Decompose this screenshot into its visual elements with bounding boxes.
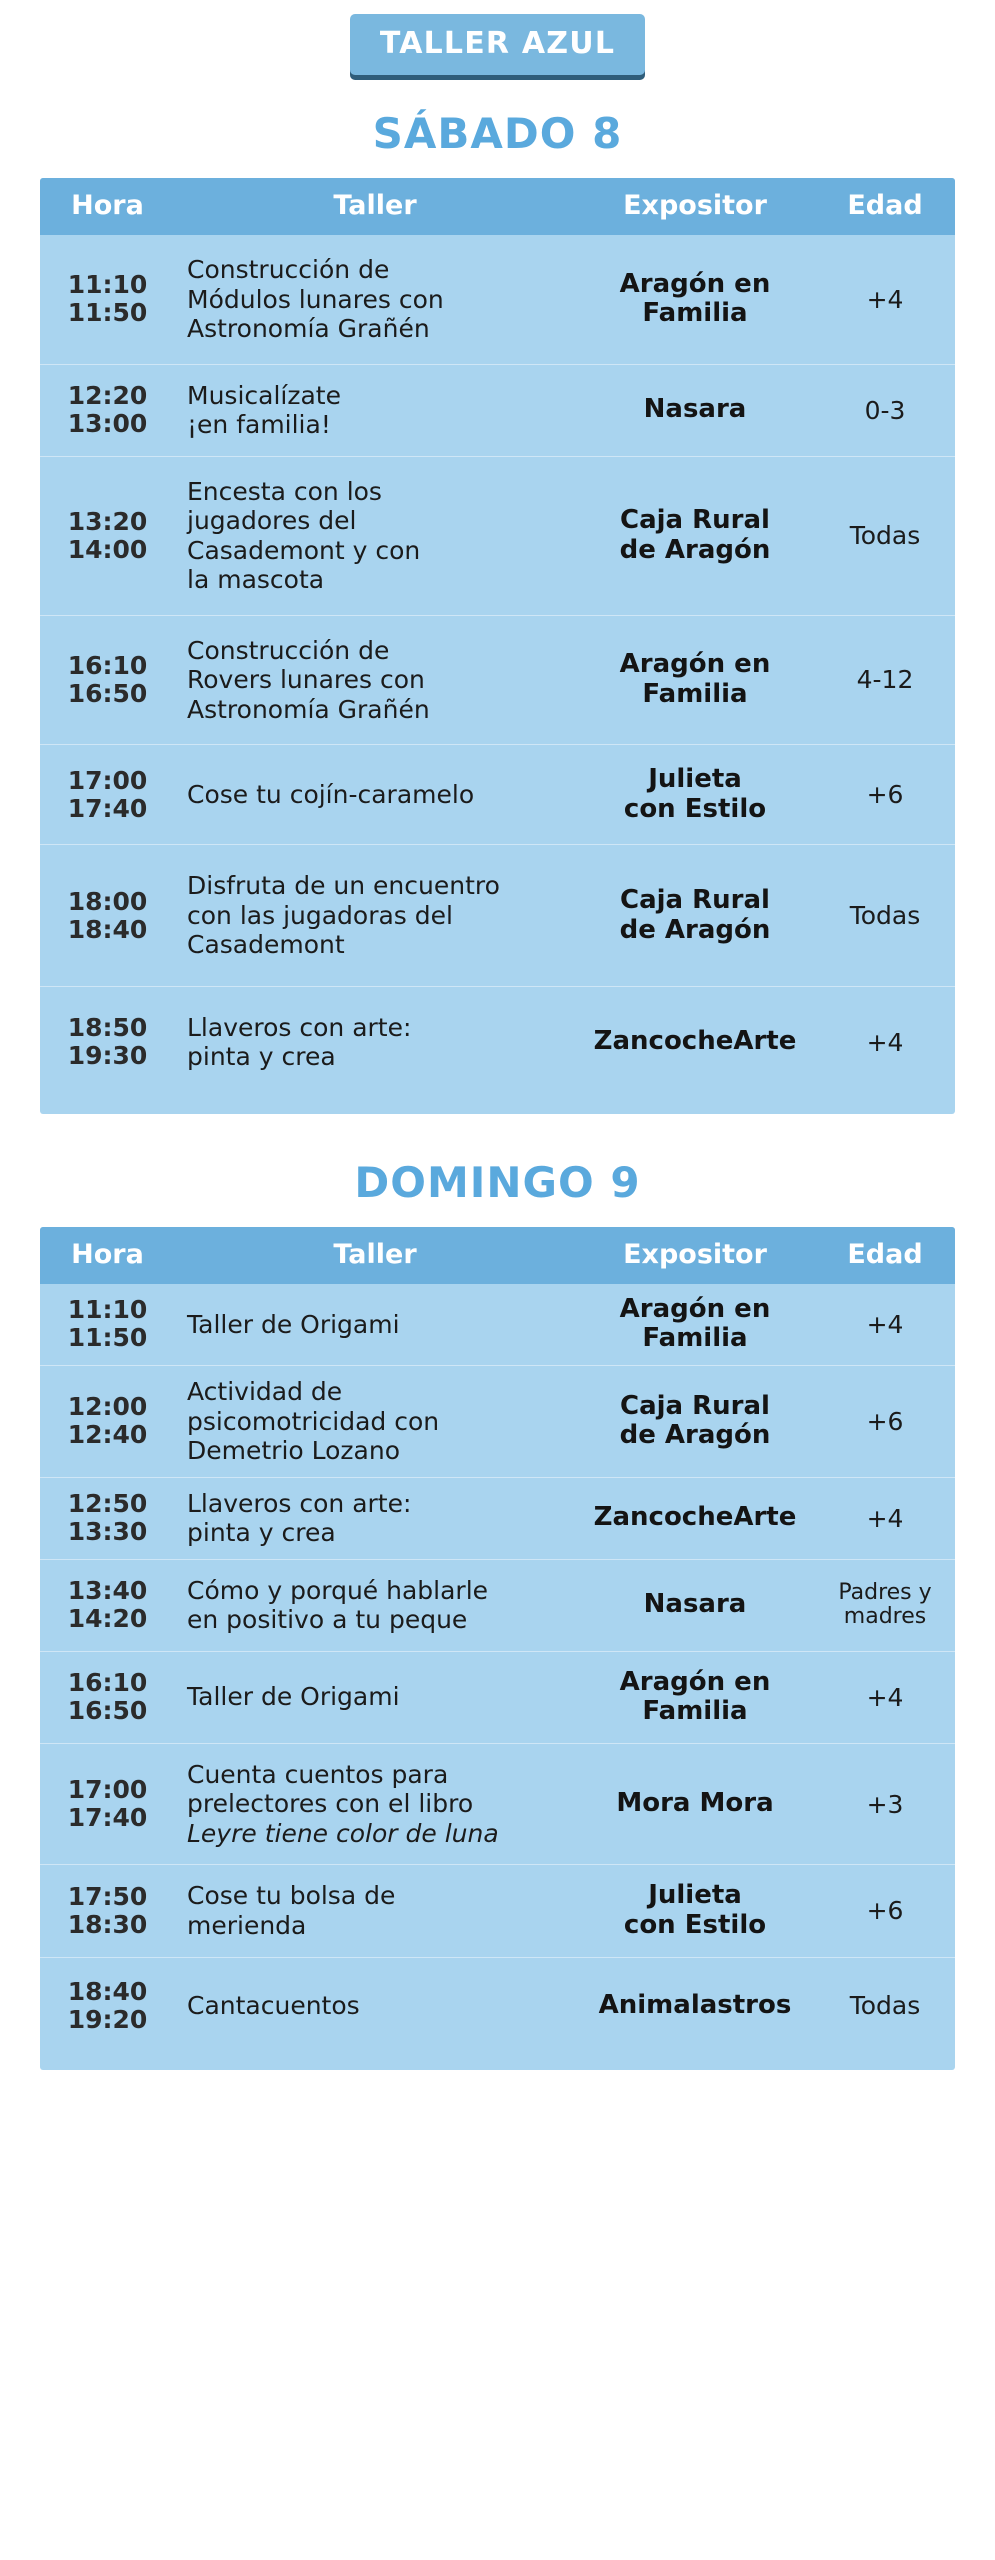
cell-taller [175, 1743, 575, 1865]
cell-hora [40, 745, 175, 845]
expositor-line: Familia [642, 1696, 748, 1727]
cell-expositor [575, 845, 815, 987]
cell-edad: +4 [866, 1309, 904, 1339]
table-row [40, 845, 955, 987]
cell-expositor [575, 235, 815, 364]
time-start: 17:00 [67, 765, 148, 795]
taller-line: Cómo y porqué hablarle [187, 1575, 489, 1605]
expositor-line: Familia [642, 1323, 748, 1354]
taller-line: Cose tu cojín-caramelo [187, 779, 475, 809]
taller-line: prelectores con el libro [187, 1789, 474, 1819]
column-header-expositor: Expositor [575, 178, 815, 235]
cell-expositor [575, 745, 815, 845]
cell-hora [40, 456, 175, 615]
time-end: 14:20 [67, 1604, 148, 1633]
time-end: 18:40 [67, 914, 148, 944]
table-row [40, 615, 955, 745]
taller-line: jugadores del [187, 506, 357, 535]
taller-line: Astronomía Grañén [187, 314, 430, 343]
taller-line: Encesta con los [187, 476, 382, 506]
time-start: 11:10 [67, 1295, 148, 1325]
taller-line: merienda [187, 1910, 307, 1940]
expositor-line: Julieta [648, 1880, 742, 1911]
cell-edad: 4-12 [856, 665, 914, 695]
taller-line: Musicalízate [187, 380, 341, 410]
taller-line: Casademont y con [187, 535, 421, 565]
cell-hora [40, 845, 175, 987]
time-end: 18:30 [67, 1909, 148, 1939]
table-row [40, 745, 955, 845]
taller-line: Módulos lunares con [187, 284, 444, 314]
time-start: 16:10 [67, 650, 148, 680]
taller-line: Cose tu bolsa de [187, 1881, 396, 1911]
cell-edad: +4 [866, 284, 904, 314]
time-start: 16:10 [67, 1668, 148, 1698]
time-end: 14:00 [67, 534, 148, 564]
cell-edad: +4 [866, 1027, 904, 1057]
cell-taller [175, 1865, 575, 1957]
expositor-line: Julieta [648, 764, 742, 794]
expositor-line: Caja Rural [620, 1390, 770, 1421]
time-start: 17:00 [67, 1775, 148, 1804]
cell-hora [40, 1284, 175, 1366]
cell-expositor [575, 986, 815, 1098]
cell-taller [175, 1559, 575, 1651]
taller-line: Taller de Origami [187, 1309, 400, 1339]
cell-edad: Todas [849, 521, 921, 550]
taller-line: con las jugadoras del [187, 900, 453, 930]
header-badge-wrapper [0, 0, 995, 75]
table-row [40, 1477, 955, 1559]
cell-edad: Todas [849, 1991, 921, 2020]
expositor-line: con Estilo [623, 1909, 767, 1940]
column-header-edad: Edad [815, 178, 955, 235]
expositor-line: Aragón en [619, 1666, 771, 1697]
cell-hora [40, 1477, 175, 1559]
cell-edad: +3 [866, 1789, 904, 1819]
cell-taller [175, 845, 575, 987]
time-end: 11:50 [67, 1323, 148, 1353]
time-end: 16:50 [67, 1696, 148, 1726]
expositor-line: Nasara [643, 394, 747, 425]
time-end: 16:50 [67, 678, 148, 708]
taller-line: la mascota [187, 565, 325, 594]
cell-edad: +6 [866, 780, 904, 810]
table-header-row [40, 1227, 955, 1284]
table-bottom-spacer [40, 1098, 955, 1114]
expositor-line: con Estilo [623, 793, 767, 824]
cell-edad: +6 [866, 1896, 904, 1926]
expositor-line: Mora Mora [616, 1788, 774, 1819]
time-start: 13:40 [67, 1576, 148, 1605]
cell-hora [40, 1559, 175, 1651]
cell-taller [175, 456, 575, 615]
taller-line: Llaveros con arte: [187, 1488, 412, 1518]
time-end: 12:40 [67, 1420, 148, 1450]
cell-taller [175, 986, 575, 1098]
time-end: 17:40 [67, 793, 148, 823]
time-start: 11:10 [67, 270, 148, 300]
cell-taller [175, 364, 575, 456]
expositor-line: Nasara [643, 1589, 747, 1620]
taller-line: Construcción de [187, 635, 390, 665]
expositor-line: Aragón en [619, 1293, 771, 1324]
cell-taller [175, 615, 575, 745]
cell-taller [175, 1957, 575, 2054]
cell-expositor [575, 1366, 815, 1478]
table-row [40, 1366, 955, 1478]
time-start: 13:20 [67, 506, 148, 536]
time-end: 11:50 [67, 298, 148, 328]
time-start: 12:20 [67, 381, 148, 410]
taller-line: Astronomía Grañén [187, 694, 430, 724]
cell-taller [175, 235, 575, 364]
cell-edad: +4 [866, 1503, 904, 1533]
taller-line: Casademont [187, 930, 345, 960]
table-header-row [40, 178, 955, 235]
expositor-line: Caja Rural [620, 884, 770, 915]
cell-taller [175, 1284, 575, 1366]
taller-line: pinta y crea [187, 1518, 336, 1547]
table-row [40, 456, 955, 615]
taller-line: Actividad de [187, 1377, 343, 1406]
cell-hora [40, 986, 175, 1098]
expositor-line: Familia [642, 298, 748, 329]
cell-taller [175, 1366, 575, 1478]
cell-taller [175, 1477, 575, 1559]
day-title-sunday: DOMINGO 9 [354, 1157, 641, 1207]
cell-hora [40, 1743, 175, 1865]
taller-line: Demetrio Lozano [187, 1436, 401, 1465]
cell-taller [175, 745, 575, 845]
cell-hora [40, 235, 175, 364]
cell-hora [40, 1865, 175, 1957]
cell-expositor [575, 364, 815, 456]
column-header-taller: Taller [175, 1227, 575, 1284]
taller-line-italic: Leyre tiene color de luna [187, 1818, 499, 1848]
cell-hora [40, 1366, 175, 1478]
cell-expositor [575, 1559, 815, 1651]
cell-expositor [575, 1477, 815, 1559]
taller-line: Llaveros con arte: [187, 1012, 412, 1042]
taller-line: Cuenta cuentos para [187, 1759, 449, 1789]
cell-expositor [575, 1743, 815, 1865]
time-start: 18:00 [67, 886, 148, 916]
column-header-expositor: Expositor [575, 1227, 815, 1284]
column-header-edad: Edad [815, 1227, 955, 1284]
expositor-line: de Aragón [619, 914, 771, 945]
expositor-line: Aragón en [619, 649, 771, 680]
time-start: 18:40 [67, 1976, 148, 2006]
table-row [40, 1957, 955, 2054]
cell-taller [175, 1651, 575, 1743]
cell-edad: +6 [866, 1406, 904, 1436]
time-end: 19:30 [67, 1041, 148, 1071]
taller-line: ¡en familia! [187, 410, 331, 439]
column-header-taller: Taller [175, 178, 575, 235]
day-title-saturday: SÁBADO 8 [372, 109, 623, 158]
taller-line: en positivo a tu peque [187, 1605, 468, 1634]
time-end: 13:00 [67, 409, 148, 438]
expositor-line: Familia [642, 678, 748, 709]
cell-edad: Todas [849, 901, 921, 930]
expositor-line: Animalastros [598, 1989, 792, 2020]
table-row [40, 1284, 955, 1366]
table-row [40, 986, 955, 1098]
expositor-line: de Aragón [619, 534, 771, 565]
schedule-table-saturday [40, 178, 955, 1114]
cell-expositor [575, 615, 815, 745]
expositor-line: ZancocheArte [593, 1026, 797, 1057]
cell-expositor [575, 1957, 815, 2054]
time-end: 17:40 [67, 1803, 148, 1832]
cell-expositor [575, 1284, 815, 1366]
time-end: 13:30 [67, 1517, 148, 1546]
table-row [40, 1651, 955, 1743]
time-start: 12:50 [67, 1489, 148, 1518]
cell-hora [40, 364, 175, 456]
expositor-line: ZancocheArte [593, 1502, 797, 1533]
expositor-line: de Aragón [619, 1420, 771, 1451]
cell-expositor [575, 1865, 815, 1957]
table-row [40, 1743, 955, 1865]
table-row [40, 1559, 955, 1651]
time-start: 18:50 [67, 1013, 148, 1043]
cell-edad: 0-3 [864, 395, 906, 425]
table-row [40, 364, 955, 456]
table-row [40, 235, 955, 364]
expositor-line: Caja Rural [620, 504, 770, 535]
time-start: 17:50 [67, 1881, 148, 1911]
taller-azul-badge: TALLER AZUL [350, 14, 645, 75]
cell-hora [40, 1957, 175, 2054]
cell-expositor [575, 456, 815, 615]
schedule-table-sunday [40, 1227, 955, 2070]
cell-edad: +4 [866, 1682, 904, 1712]
cell-hora [40, 1651, 175, 1743]
cell-edad: Padres y madres [838, 1580, 932, 1629]
expositor-line: Aragón en [619, 268, 771, 299]
cell-expositor [575, 1651, 815, 1743]
taller-line: psicomotricidad con [187, 1406, 440, 1436]
taller-line: Construcción de [187, 255, 390, 284]
table-row [40, 1865, 955, 1957]
column-header-hora: Hora [40, 178, 175, 235]
taller-line: Taller de Origami [187, 1682, 400, 1712]
cell-hora [40, 615, 175, 745]
taller-line: pinta y crea [187, 1042, 336, 1072]
time-end: 19:20 [67, 2004, 148, 2034]
table-bottom-spacer [40, 2054, 955, 2070]
time-start: 12:00 [67, 1392, 148, 1422]
taller-line: Rovers lunares con [187, 665, 425, 694]
taller-line: Disfruta de un encuentro [187, 871, 500, 901]
column-header-hora: Hora [40, 1227, 175, 1284]
taller-line: Cantacuentos [187, 1990, 360, 2020]
